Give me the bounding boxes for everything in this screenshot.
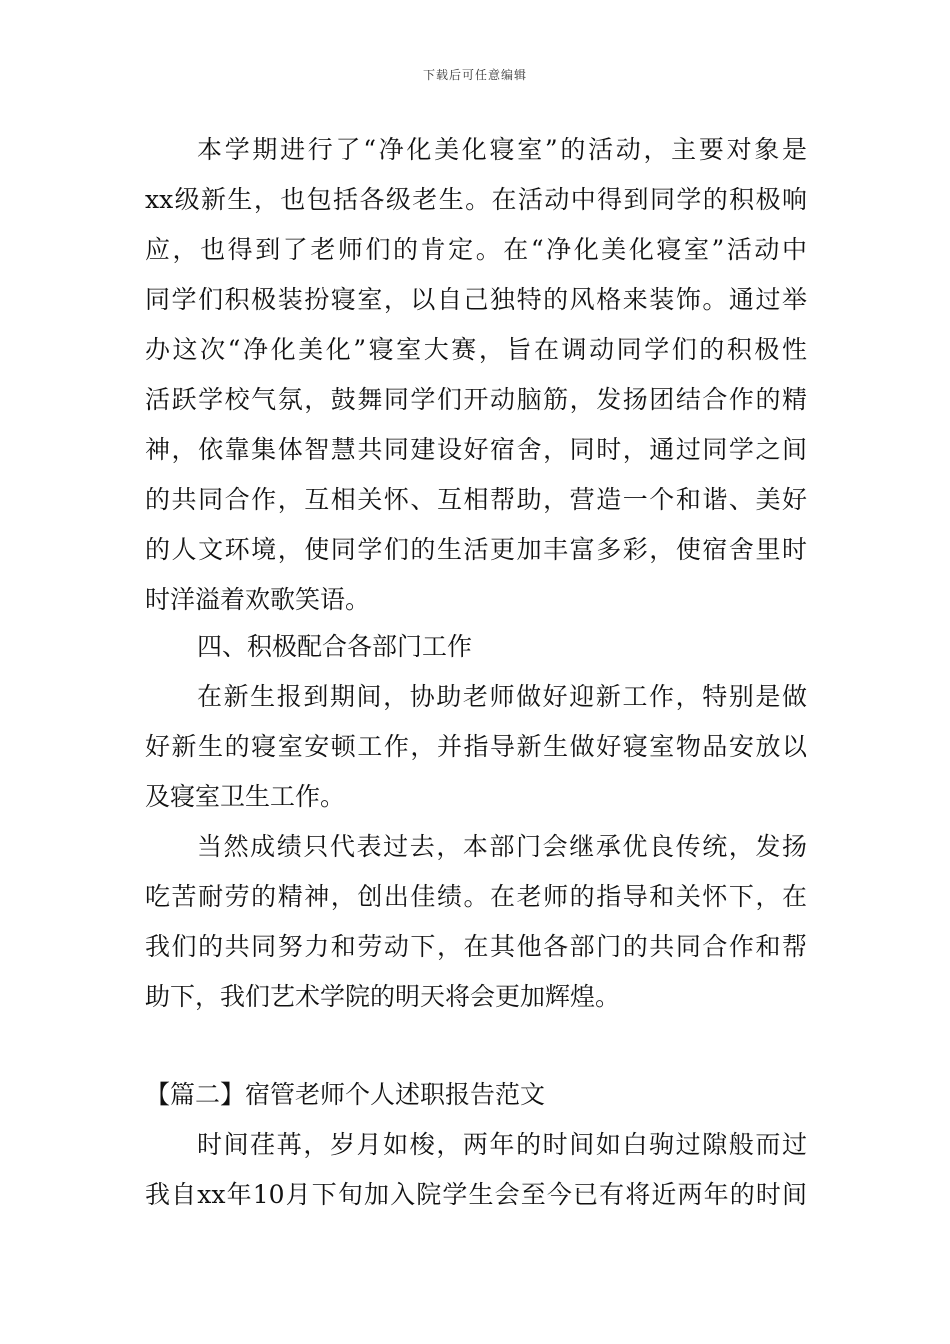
section-heading-cooperation	[145, 622, 807, 672]
section-title: 【篇二】宿管老师个人述职报告范文	[145, 1080, 546, 1109]
paragraph-line: 好新生的寝室安顿工作，并指导新生做好寝室物品安放以	[145, 732, 807, 761]
paragraph-part-two-opening	[145, 1120, 807, 1220]
paragraph-line: 我自xx年10月下旬加入院学生会至今已有将近两年的时间	[145, 1180, 807, 1209]
paragraph-freshmen	[145, 672, 807, 822]
paragraph-conclusion	[145, 822, 807, 1022]
paragraph-line: 活跃学校气氛，鼓舞同学们开动脑筋，发扬团结合作的精	[145, 385, 807, 414]
paragraph-dorm-activity	[145, 125, 807, 625]
paragraph-line: 助下，我们艺术学院的明天将会更加辉煌。	[145, 982, 621, 1011]
paragraph-line: 时洋溢着欢歌笑语。	[145, 585, 371, 614]
paragraph-line: 的共同合作，互相关怀、互相帮助，营造一个和谐、美好	[145, 485, 807, 514]
paragraph-line: 吃苦耐劳的精神，创出佳绩。在老师的指导和关怀下，在	[145, 882, 807, 911]
paragraph-line: 本学期进行了“净化美化寝室”的活动，主要对象是	[197, 135, 807, 164]
paragraph-line: 我们的共同努力和劳动下，在其他各部门的共同合作和帮	[145, 932, 807, 961]
paragraph-line: 在新生报到期间，协助老师做好迎新工作，特别是做	[197, 682, 807, 711]
paragraph-line: 及寝室卫生工作。	[145, 782, 346, 811]
section-heading: 四、积极配合各部门工作	[197, 632, 473, 661]
paragraph-line: 时间荏苒，岁月如梭，两年的时间如白驹过隙般而过	[197, 1130, 807, 1159]
paragraph-line: 当然成绩只代表过去，本部门会继承优良传统，发扬	[197, 832, 807, 861]
header-note: 下载后可任意编辑	[422, 68, 527, 82]
paragraph-line: 神，依靠集体智慧共同建设好宿舍，同时，通过同学之间	[145, 435, 807, 464]
paragraph-line: 办这次“净化美化”寝室大赛，旨在调动同学们的积极性	[145, 335, 807, 364]
paragraph-line: 的人文环境，使同学们的生活更加丰富多彩，使宿舍里时	[145, 535, 807, 564]
paragraph-line: 应，也得到了老师们的肯定。在“净化美化寝室”活动中	[145, 235, 807, 264]
section-title-part-two	[145, 1070, 807, 1120]
paragraph-line: xx级新生，也包括各级老生。在活动中得到同学的积极响	[145, 185, 807, 214]
paragraph-line: 同学们积极装扮寝室，以自己独特的风格来装饰。通过举	[145, 285, 807, 314]
